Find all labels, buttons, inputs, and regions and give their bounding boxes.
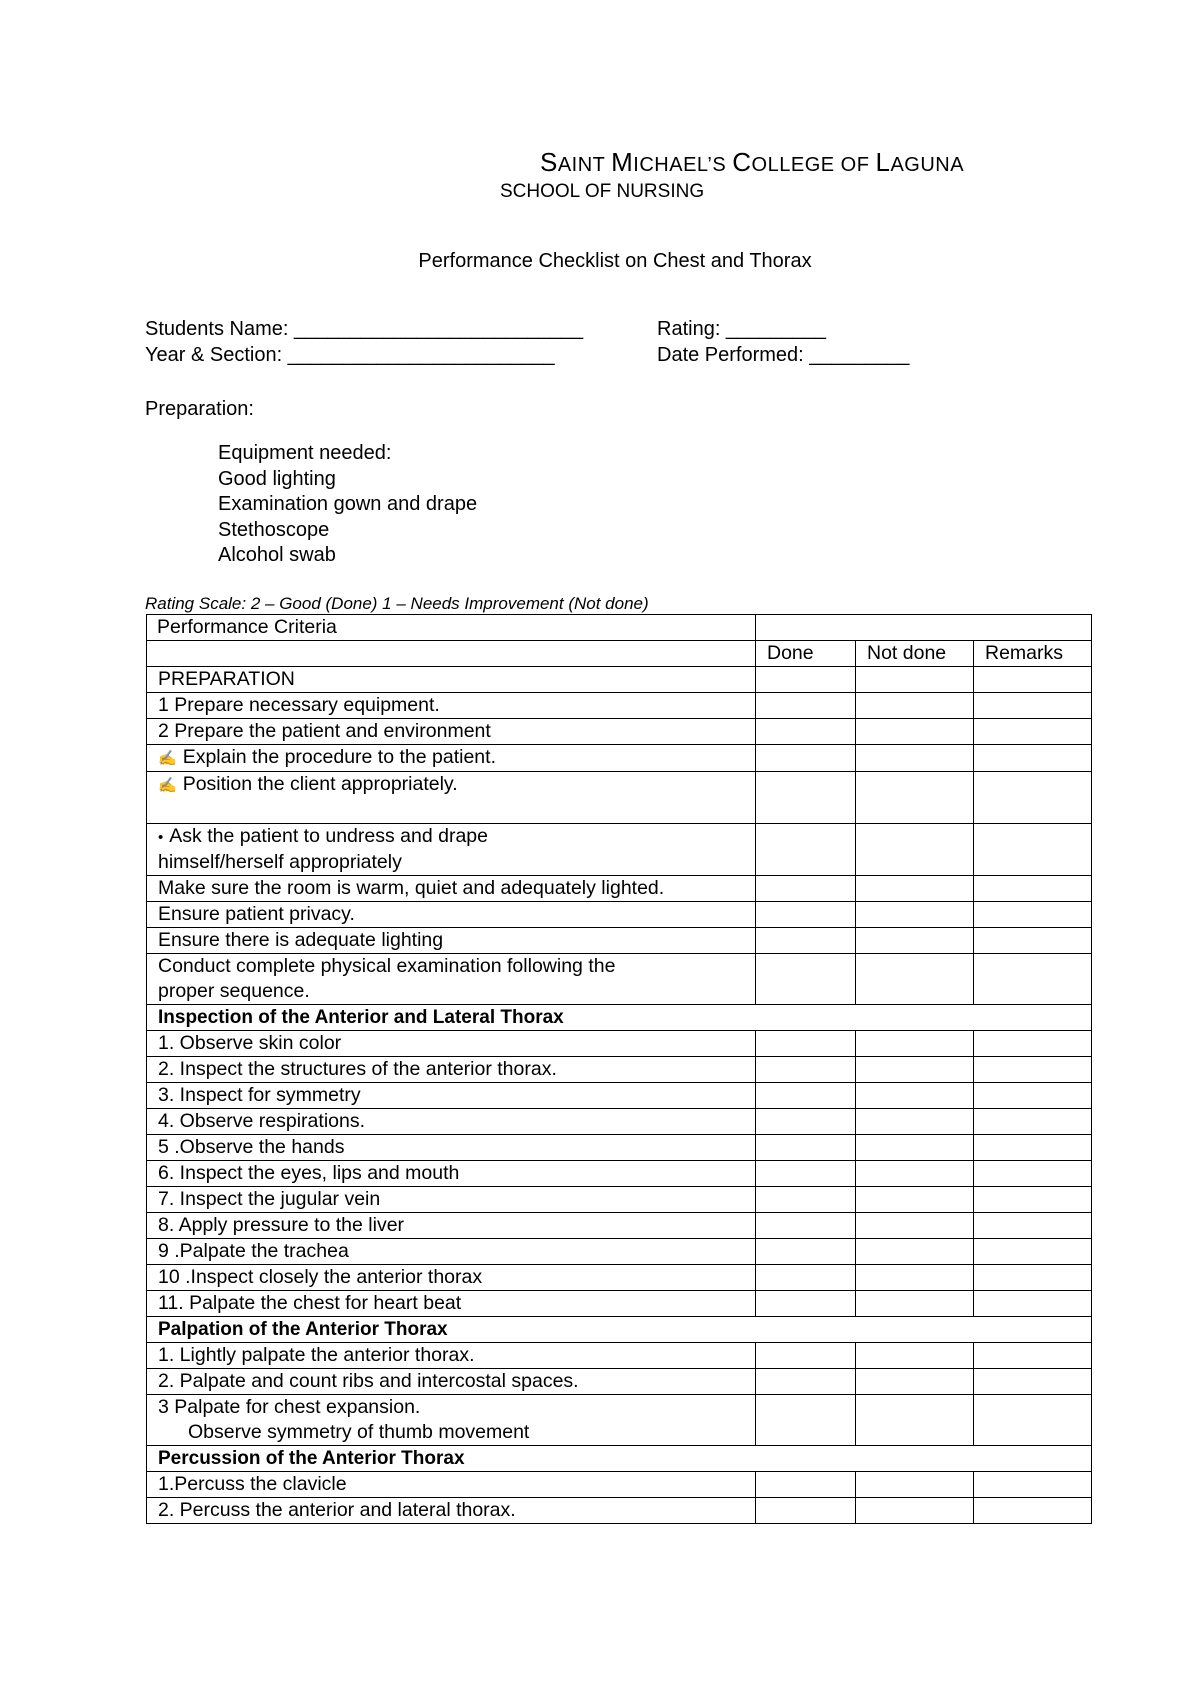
done-cell[interactable] — [756, 824, 856, 876]
criteria-line — [158, 1395, 755, 1420]
criteria-cell — [147, 876, 756, 902]
criteria-line — [158, 1420, 755, 1445]
year-section-field: Year & Section: ________________________ — [145, 344, 555, 366]
table-row — [147, 824, 1092, 876]
criteria-text: 5 .Observe the hands — [158, 1136, 345, 1158]
done-cell[interactable] — [756, 667, 856, 693]
done-cell[interactable] — [756, 1239, 856, 1265]
criteria-text: 2 Prepare the patient and environment — [158, 720, 491, 742]
section-row — [147, 1317, 1092, 1343]
equipment-list — [218, 441, 477, 569]
table-row — [147, 1343, 1092, 1369]
criteria-cell — [147, 1369, 756, 1395]
criteria-cell — [147, 824, 756, 876]
criteria-line — [158, 824, 755, 850]
criteria-line — [158, 1446, 1091, 1471]
criteria-text: Explain the procedure to the patient. — [182, 746, 496, 768]
criteria-cell — [147, 1135, 756, 1161]
criteria-line — [158, 1109, 755, 1134]
criteria-text: Inspection of the Anterior and Lateral Thorax — [158, 1007, 564, 1028]
criteria-text: himself/herself appropriately — [158, 851, 402, 873]
not-done-cell[interactable] — [856, 1161, 974, 1187]
table-row — [147, 1161, 1092, 1187]
table-row — [147, 1213, 1092, 1239]
criteria-cell — [147, 1031, 756, 1057]
table-row — [147, 1291, 1092, 1317]
remarks-cell[interactable] — [974, 693, 1092, 719]
table-row — [147, 667, 1092, 693]
table-column-row — [147, 641, 1092, 667]
criteria-text: Percussion of the Anterior Thorax — [158, 1448, 465, 1469]
criteria-text: 2. Percuss the anterior and lateral thorax. — [158, 1499, 516, 1521]
done-cell[interactable] — [756, 902, 856, 928]
header-blank-cell — [147, 641, 756, 667]
criteria-text: 1.Percuss the clavicle — [158, 1473, 347, 1495]
not-done-cell[interactable] — [856, 1135, 974, 1161]
remarks-cell[interactable] — [974, 719, 1092, 745]
not-done-cell[interactable] — [856, 876, 974, 902]
section-heading — [147, 1317, 1092, 1343]
not-done-cell[interactable] — [856, 1265, 974, 1291]
writing-hand-icon: ✍ — [158, 750, 177, 767]
criteria-line — [158, 1031, 755, 1056]
criteria-cell — [147, 745, 756, 772]
criteria-line — [158, 1343, 755, 1368]
college-name-part: C — [732, 147, 752, 177]
table-row — [147, 1369, 1092, 1395]
table-row — [147, 1187, 1092, 1213]
bullet-icon: • — [158, 829, 164, 846]
done-cell[interactable] — [756, 719, 856, 745]
header-blank-cell — [756, 615, 1092, 641]
criteria-text: 1. Lightly palpate the anterior thorax. — [158, 1344, 475, 1366]
school-name: SCHOOL OF NURSING — [500, 181, 705, 202]
done-cell[interactable] — [756, 1135, 856, 1161]
table-row — [147, 1135, 1092, 1161]
done-cell[interactable] — [756, 1291, 856, 1317]
done-cell[interactable] — [756, 745, 856, 772]
not-done-cell[interactable] — [856, 1109, 974, 1135]
criteria-line — [158, 1083, 755, 1108]
date-performed-field: Date Performed: _________ — [657, 344, 910, 366]
not-done-cell[interactable] — [856, 1187, 974, 1213]
criteria-text: Position the client appropriately. — [182, 773, 458, 795]
criteria-cell — [147, 1109, 756, 1135]
equipment-item: Alcohol swab — [218, 544, 336, 566]
preparation-heading: Preparation: — [145, 398, 254, 420]
college-name-part: AINT — [557, 154, 612, 176]
done-cell[interactable] — [756, 693, 856, 719]
not-done-cell[interactable] — [856, 693, 974, 719]
students-name-field: Students Name: __________________________ — [145, 318, 584, 340]
equipment-item: Equipment needed: — [218, 442, 392, 464]
remarks-cell[interactable] — [974, 1109, 1092, 1135]
not-done-cell[interactable] — [856, 902, 974, 928]
criteria-line — [158, 850, 755, 875]
done-cell[interactable] — [756, 928, 856, 954]
criteria-text: 3 Palpate for chest expansion. — [158, 1396, 421, 1418]
criteria-text: Make sure the room is warm, quiet and adequately lighted. — [158, 877, 665, 899]
criteria-line — [158, 1317, 1091, 1342]
done-cell[interactable] — [756, 1083, 856, 1109]
done-cell[interactable] — [756, 1343, 856, 1369]
remarks-cell[interactable] — [974, 1265, 1092, 1291]
criteria-line — [158, 979, 755, 1004]
section-row — [147, 1005, 1092, 1031]
equipment-item: Examination gown and drape — [218, 493, 478, 515]
criteria-cell — [147, 1395, 756, 1446]
remarks-cell[interactable] — [974, 772, 1092, 824]
criteria-line — [158, 1291, 755, 1316]
not-done-cell[interactable] — [856, 1369, 974, 1395]
done-cell[interactable] — [756, 1369, 856, 1395]
college-name-part: S — [540, 147, 558, 177]
not-done-cell[interactable] — [856, 745, 974, 772]
table-row — [147, 745, 1092, 772]
not-done-cell[interactable] — [856, 1291, 974, 1317]
not-done-cell[interactable] — [856, 928, 974, 954]
remarks-cell[interactable] — [974, 1083, 1092, 1109]
done-cell[interactable] — [756, 954, 856, 1005]
criteria-line — [158, 1213, 755, 1238]
not-done-cell[interactable] — [856, 719, 974, 745]
criteria-cell — [147, 1498, 756, 1524]
done-cell[interactable] — [756, 1498, 856, 1524]
remarks-cell[interactable] — [974, 1239, 1092, 1265]
equipment-item: Good lighting — [218, 467, 336, 490]
criteria-text: 7. Inspect the jugular vein — [158, 1188, 381, 1210]
criteria-cell — [147, 693, 756, 719]
remarks-cell[interactable] — [974, 1161, 1092, 1187]
criteria-line — [158, 1239, 755, 1264]
remarks-cell[interactable] — [974, 1031, 1092, 1057]
criteria-line — [158, 1187, 755, 1212]
criteria-line — [158, 1498, 755, 1523]
done-cell[interactable] — [756, 1057, 856, 1083]
criteria-line — [158, 902, 755, 927]
not-done-cell[interactable] — [856, 1472, 974, 1498]
college-name-part: M — [611, 147, 634, 177]
criteria-text: 3. Inspect for symmetry — [158, 1084, 361, 1106]
done-cell[interactable] — [756, 1213, 856, 1239]
criteria-cell — [147, 1472, 756, 1498]
remarks-cell[interactable] — [974, 1057, 1092, 1083]
criteria-cell — [147, 1057, 756, 1083]
table-row — [147, 1265, 1092, 1291]
criteria-cell — [147, 719, 756, 745]
criteria-text: Ask the patient to undress and drape — [169, 825, 488, 847]
remarks-cell[interactable] — [974, 1213, 1092, 1239]
rating-field: Rating: _________ — [657, 318, 827, 340]
criteria-text: 9 .Palpate the trachea — [158, 1240, 349, 1262]
remarks-cell[interactable] — [974, 1291, 1092, 1317]
criteria-cell — [147, 1161, 756, 1187]
table-row — [147, 1498, 1092, 1524]
column-header-remarks: Remarks — [974, 641, 1092, 667]
criteria-cell — [147, 902, 756, 928]
criteria-line — [158, 798, 755, 823]
college-name-part: AGUNA — [890, 154, 965, 176]
criteria-text: 10 .Inspect closely the anterior thorax — [158, 1266, 483, 1288]
section-heading — [147, 1446, 1092, 1472]
remarks-cell[interactable] — [974, 1472, 1092, 1498]
criteria-cell — [147, 928, 756, 954]
college-name-part: ICHAEL’S — [633, 154, 733, 176]
college-name — [540, 147, 964, 178]
document-title: Performance Checklist on Chest and Thorax — [418, 250, 812, 272]
criteria-cell — [147, 667, 756, 693]
criteria-cell — [147, 1213, 756, 1239]
table-row — [147, 954, 1092, 1005]
criteria-cell — [147, 1265, 756, 1291]
criteria-line — [158, 1135, 755, 1160]
not-done-cell[interactable] — [856, 954, 974, 1005]
not-done-cell[interactable] — [856, 1031, 974, 1057]
not-done-cell[interactable] — [856, 1395, 974, 1446]
column-header-done: Done — [756, 641, 856, 667]
writing-hand-icon: ✍ — [158, 777, 177, 794]
criteria-cell — [147, 954, 756, 1005]
college-name-part: OLLEGE OF — [751, 154, 876, 176]
remarks-cell[interactable] — [974, 1369, 1092, 1395]
remarks-cell[interactable] — [974, 1395, 1092, 1446]
remarks-cell[interactable] — [974, 1187, 1092, 1213]
criteria-text: proper sequence. — [158, 980, 310, 1002]
table-row — [147, 1109, 1092, 1135]
college-name-part: L — [875, 147, 891, 177]
criteria-line — [158, 1472, 755, 1497]
remarks-cell[interactable] — [974, 954, 1092, 1005]
table-row — [147, 1472, 1092, 1498]
not-done-cell[interactable] — [856, 1498, 974, 1524]
criteria-text: 2. Palpate and count ribs and intercostal spaces. — [158, 1370, 579, 1392]
criteria-text: 8. Apply pressure to the liver — [158, 1214, 405, 1236]
table-row — [147, 902, 1092, 928]
criteria-text: 6. Inspect the eyes, lips and mouth — [158, 1162, 460, 1184]
remarks-cell[interactable] — [974, 928, 1092, 954]
criteria-line — [158, 1057, 755, 1082]
remarks-cell[interactable] — [974, 745, 1092, 772]
criteria-header: Performance Criteria — [147, 615, 756, 641]
criteria-line — [158, 928, 755, 953]
not-done-cell[interactable] — [856, 1057, 974, 1083]
criteria-cell — [147, 1239, 756, 1265]
table-row — [147, 772, 1092, 824]
criteria-line — [158, 693, 755, 718]
criteria-line — [158, 667, 755, 692]
done-cell[interactable] — [756, 1187, 856, 1213]
equipment-item: Stethoscope — [218, 518, 330, 541]
not-done-cell[interactable] — [856, 1239, 974, 1265]
criteria-line — [158, 954, 755, 979]
criteria-text: 11. Palpate the chest for heart beat — [158, 1292, 462, 1314]
table-row — [147, 876, 1092, 902]
done-cell[interactable] — [756, 1109, 856, 1135]
criteria-line — [158, 876, 755, 901]
not-done-cell[interactable] — [856, 1083, 974, 1109]
criteria-text: 1 Prepare necessary equipment. — [158, 694, 440, 716]
not-done-cell[interactable] — [856, 1343, 974, 1369]
criteria-text: Ensure there is adequate lighting — [158, 929, 444, 951]
criteria-line — [158, 1369, 755, 1394]
table-row — [147, 1239, 1092, 1265]
checklist-table — [146, 614, 1092, 1524]
section-row — [147, 1446, 1092, 1472]
criteria-line — [158, 1161, 755, 1186]
done-cell[interactable] — [756, 1395, 856, 1446]
criteria-text: Conduct complete physical examination following the — [158, 955, 616, 977]
criteria-text: 2. Inspect the structures of the anterior thorax. — [158, 1058, 557, 1080]
not-done-cell[interactable] — [856, 772, 974, 824]
criteria-text: 4. Observe respirations. — [158, 1110, 366, 1132]
table-row — [147, 1057, 1092, 1083]
remarks-cell[interactable] — [974, 876, 1092, 902]
criteria-cell — [147, 772, 756, 824]
criteria-cell — [147, 1343, 756, 1369]
done-cell[interactable] — [756, 1265, 856, 1291]
remarks-cell[interactable] — [974, 1498, 1092, 1524]
done-cell[interactable] — [756, 1472, 856, 1498]
done-cell[interactable] — [756, 1161, 856, 1187]
criteria-text: Observe symmetry of thumb movement — [188, 1421, 530, 1443]
not-done-cell[interactable] — [856, 667, 974, 693]
criteria-text: 1. Observe skin color — [158, 1032, 342, 1054]
section-heading — [147, 1005, 1092, 1031]
criteria-text: PREPARATION — [158, 668, 295, 690]
rating-scale: Rating Scale: 2 – Good (Done) 1 – Needs Improvement (Not done) — [145, 594, 649, 613]
not-done-cell[interactable] — [856, 824, 974, 876]
criteria-cell — [147, 1187, 756, 1213]
done-cell[interactable] — [756, 772, 856, 824]
criteria-line — [158, 1005, 1091, 1030]
table-header-row — [147, 615, 1092, 641]
column-header-not-done: Not done — [856, 641, 974, 667]
table-row — [147, 693, 1092, 719]
table-row — [147, 928, 1092, 954]
criteria-line — [158, 1265, 755, 1290]
criteria-line — [158, 772, 755, 798]
remarks-cell[interactable] — [974, 1343, 1092, 1369]
remarks-cell[interactable] — [974, 902, 1092, 928]
table-row — [147, 1083, 1092, 1109]
table-row — [147, 1395, 1092, 1446]
not-done-cell[interactable] — [856, 1213, 974, 1239]
remarks-cell[interactable] — [974, 1135, 1092, 1161]
criteria-line — [158, 719, 755, 744]
remarks-cell[interactable] — [974, 667, 1092, 693]
criteria-text: Ensure patient privacy. — [158, 903, 355, 925]
criteria-text: Palpation of the Anterior Thorax — [158, 1319, 448, 1340]
criteria-line — [158, 745, 755, 771]
remarks-cell[interactable] — [974, 824, 1092, 876]
done-cell[interactable] — [756, 876, 856, 902]
table-row — [147, 1031, 1092, 1057]
done-cell[interactable] — [756, 1031, 856, 1057]
criteria-cell — [147, 1291, 756, 1317]
criteria-cell — [147, 1083, 756, 1109]
table-row — [147, 719, 1092, 745]
